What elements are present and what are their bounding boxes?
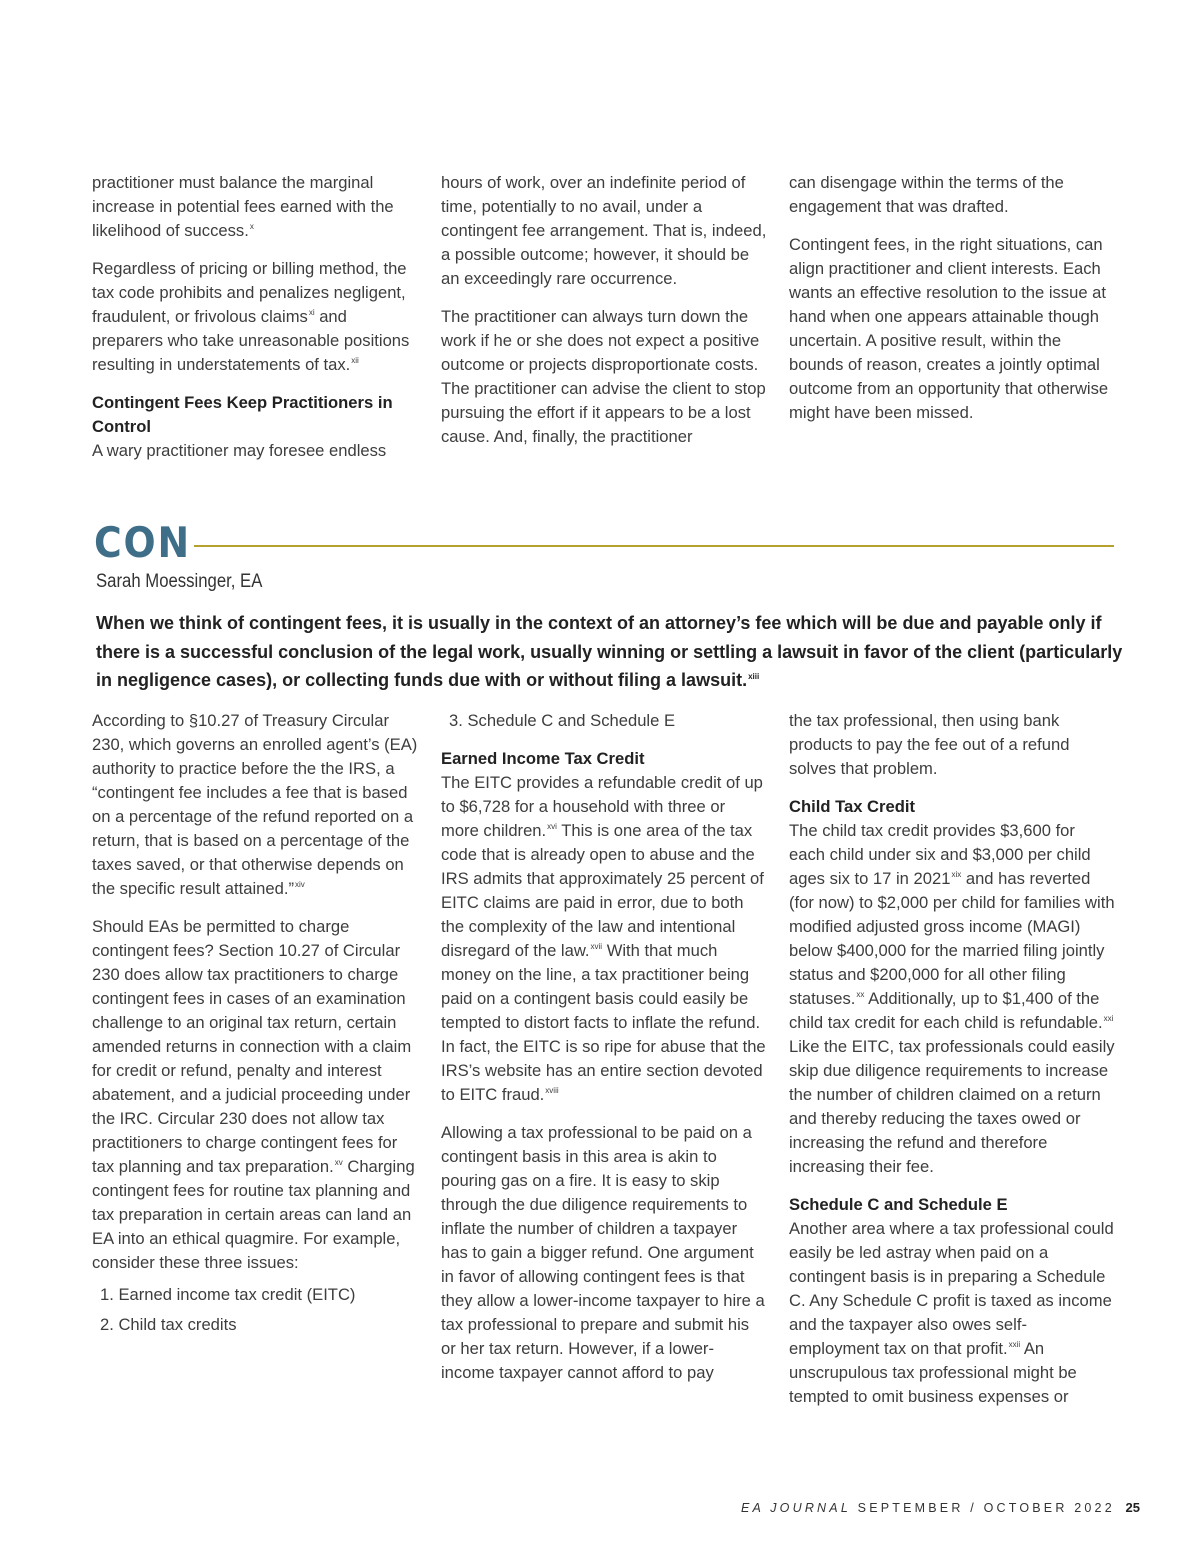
subheading-contingent-fees-control: Contingent Fees Keep Practitioners in Control [92, 393, 393, 436]
subheading-eitc: Earned Income Tax Credit [441, 749, 645, 768]
paragraph: can disengage within the terms of the engagement that was drafted. [789, 173, 1064, 216]
footnote-ref[interactable]: xiv [295, 880, 305, 889]
page-footer [741, 1500, 1140, 1515]
footnote-ref[interactable]: xxi [1103, 1014, 1114, 1023]
list-item: 1. Earned income tax credit (EITC) [100, 1285, 356, 1304]
section-heading-con: CON [94, 518, 191, 567]
footnote-ref[interactable]: xiii [748, 672, 760, 681]
footnote-ref[interactable]: xviii [545, 1086, 559, 1095]
deck-intro: When we think of contingent fees, it is usually in the context of an attorney’s fee which will be due and payable only if there is a successful conclusion of the legal work, usually winning or settling a lawsuit in favor of the client (particularly in negligence cases), or collecting funds due with or without filing a lawsuit.$^{xiii}$ [96, 613, 1123, 690]
paragraph: Another area where a tax professional could easily be led astray when paid on a contingent basis is in preparing a Schedule C. Any Schedule C profit is taxed as income and the taxpayer also owes self-employment tax on that profit.$^{xxii}$ An unscrupulous tax professional might be tempted to omit business expenses or [789, 1219, 1114, 1406]
section-divider [194, 545, 1114, 547]
top-column-2 [441, 171, 767, 449]
bottom-column-1 [92, 709, 420, 1343]
footnote-ref[interactable]: xxii [1008, 1340, 1021, 1349]
paragraph: practitioner must balance the marginal increase in potential fees earned with the likelihood of success.$^x$ [92, 173, 394, 240]
footnote-ref[interactable]: xvii [590, 942, 603, 951]
footnote-ref[interactable]: x [249, 222, 254, 231]
journal-name: EA JOURNAL [740, 1501, 851, 1515]
issue-date: SEPTEMBER / OCTOBER 2022 [857, 1501, 1115, 1515]
footnote-ref[interactable]: xi [308, 308, 315, 317]
footnote-ref[interactable]: xii [351, 356, 359, 365]
paragraph: A wary practitioner may foresee endless [92, 441, 387, 460]
paragraph: The practitioner can always turn down the work if he or she does not expect a positive outcome or projects disproportionate costs. The practitioner can advise the client to stop pursuing the effort if it appears to be a lost cause. And, finally, the practitioner [441, 307, 766, 446]
bottom-column-3 [789, 709, 1115, 1409]
paragraph: Regardless of pricing or billing method, the tax code prohibits and penalizes negligent, fraudulent, or frivolous claims$^{xi}$ and preparers who take unreasonable positions resulting in understatements of tax.$^{xii}$ [92, 259, 410, 374]
paragraph: hours of work, over an indefinite period of time, potentially to no avail, under a contingent fee arrangement. That is, indeed, a possible outcome; however, it should be an exceedingly rare occurrence. [441, 173, 767, 288]
footnote-ref[interactable]: xvi [547, 822, 557, 831]
list-item: 2. Child tax credits [100, 1315, 237, 1334]
footnote-ref[interactable]: xv [334, 1158, 343, 1167]
paragraph: The EITC provides a refundable credit of up to $6,728 for a household with three or more children.$^{xvi}$ This is one area of the tax code that is already open to abuse and the IRS admits that approximately 25 percent of EITC claims are paid in error, due to both the complexity of the law and intentional disregard of the law.$^{xvii}$ With that much money on the line, a tax practitioner being paid on a contingent basis could easily be tempted to distort facts to inflate the refund. In fact, the EITC is so ripe for abuse that the IRS’s website has an entire section devoted to EITC fraud.$^{xviii}$ [441, 773, 766, 1104]
page-number: 25 [1125, 1500, 1140, 1515]
list-item: 3. Schedule C and Schedule E [449, 711, 676, 730]
paragraph: Should EAs be permitted to charge contingent fees? Section 10.27 of Circular 230 does allow tax practitioners to charge contingent fees in cases of an examination challenge to an original tax return, certain amended returns in connection with a claim for credit or refund, penalty and interest abatement, and a judicial proceeding under the IRC. Circular 230 does not allow tax practitioners to charge contingent fees for tax planning and tax preparation.$^{xv}$ Charging contingent fees for routine tax planning and tax preparation in certain areas can land an EA into an ethical quagmire. For example, consider these three issues: [92, 917, 415, 1272]
footnote-ref[interactable]: xix [951, 870, 962, 879]
paragraph: The child tax credit provides $3,600 for each child under six and $3,000 per child ages six to 17 in 2021$^{xix}$ and has reverted (for now) to $2,000 per child for families with modified adjusted gross income (MAGI) below $400,000 for the married filing jointly status and $200,000 for all other filing statuses.$^{xx}$ Additionally, up to $1,400 of the child tax credit for each child is refundable.$^{xxi}$ Like the EITC, tax professionals could easily skip due diligence requirements to increase the number of children claimed on a return and thereby reducing the taxes owed or increasing the refund and therefore increasing their fee. [789, 821, 1115, 1176]
author-byline: Sarah Moessinger, EA [96, 571, 263, 592]
paragraph: Allowing a tax professional to be paid on a contingent basis in this area is akin to pouring gas on a fire. It is easy to skip through the due diligence requirements to inflate the number of children a taxpayer has to gain a bigger refund. One argument in favor of allowing contingent fees is that they allow a lower-income taxpayer to hire a tax professional to prepare and submit his or her tax return. However, if a lower-income taxpayer cannot afford to pay [441, 1123, 765, 1382]
issues-list [92, 1283, 420, 1337]
paragraph: the tax professional, then using bank products to pay the fee out of a refund solves that problem. [789, 711, 1070, 778]
subheading-child-tax-credit: Child Tax Credit [789, 797, 916, 816]
top-column-1 [92, 171, 420, 463]
top-column-3 [789, 171, 1115, 425]
footnote-ref[interactable]: xx [856, 990, 865, 999]
paragraph: Contingent fees, in the right situations, can align practitioner and client interests. Each wants an effective resolution to the issue at hand when one appears attainable though uncertain. A positive result, within the bounds of reason, creates a jointly optimal outcome from an opportunity that otherwise might have been missed. [789, 235, 1109, 422]
subheading-schedule-c-e: Schedule C and Schedule E [789, 1195, 1008, 1214]
paragraph: According to §10.27 of Treasury Circular 230, which governs an enrolled agent’s (EA) authority to practice before the the IRS, a “contingent fee includes a fee that is based on a percentage of the refund reported on a return, that is based on a percentage of the taxes saved, or that otherwise depends on the specific result attained.”$^{xiv}$ [92, 711, 418, 898]
bottom-column-2 [441, 709, 767, 1385]
